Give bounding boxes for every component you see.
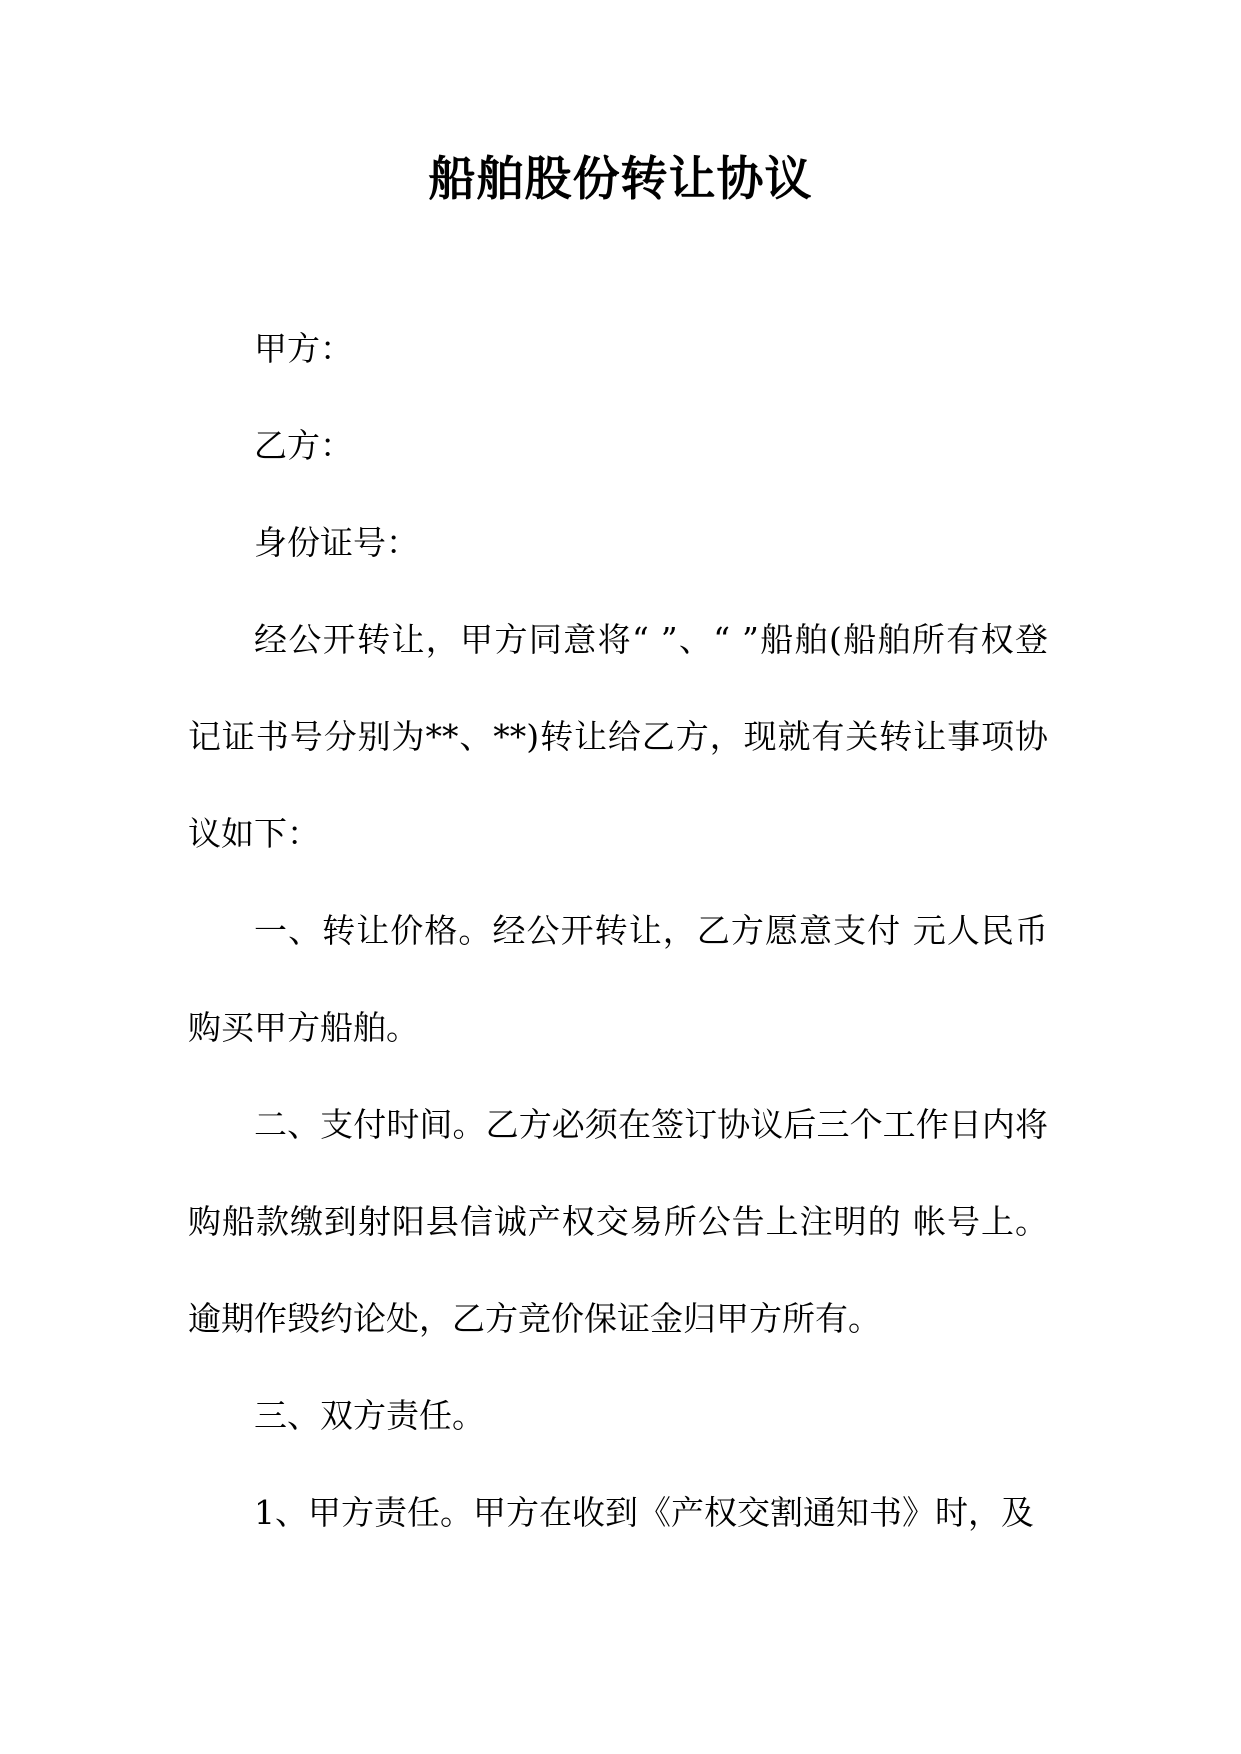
clause-transfer-price: 一、转让价格。经公开转让，乙方愿意支付 元人民币购买甲方船舶。 xyxy=(188,911,1048,1047)
document-body xyxy=(188,300,1048,1561)
intro-paragraph: 经公开转让，甲方同意将“ ”、“ ”船舶(船舶所有权登记证书号分别为**、**)转让给乙方，现就有关转让事项协议如下： xyxy=(188,620,1048,853)
clause-payment-time: 二、支付时间。乙方必须在签订协议后三个工作日内将购船款缴到射阳县信诚产权交易所公告上注明的 帐号上。逾期作毁约论处，乙方竞价保证金归甲方所有。 xyxy=(188,1105,1048,1338)
party-a-field: 甲方： xyxy=(254,329,353,368)
document-title: 船舶股份转让协议 xyxy=(428,152,813,207)
party-b-field: 乙方： xyxy=(254,426,353,465)
id-number-field: 身份证号： xyxy=(254,523,419,562)
clause-responsibilities-heading: 三、双方责任。 xyxy=(254,1396,485,1435)
clause-party-a-responsibility: 1、甲方责任。甲方在收到《产权交割通知书》时，及 xyxy=(254,1493,1034,1532)
